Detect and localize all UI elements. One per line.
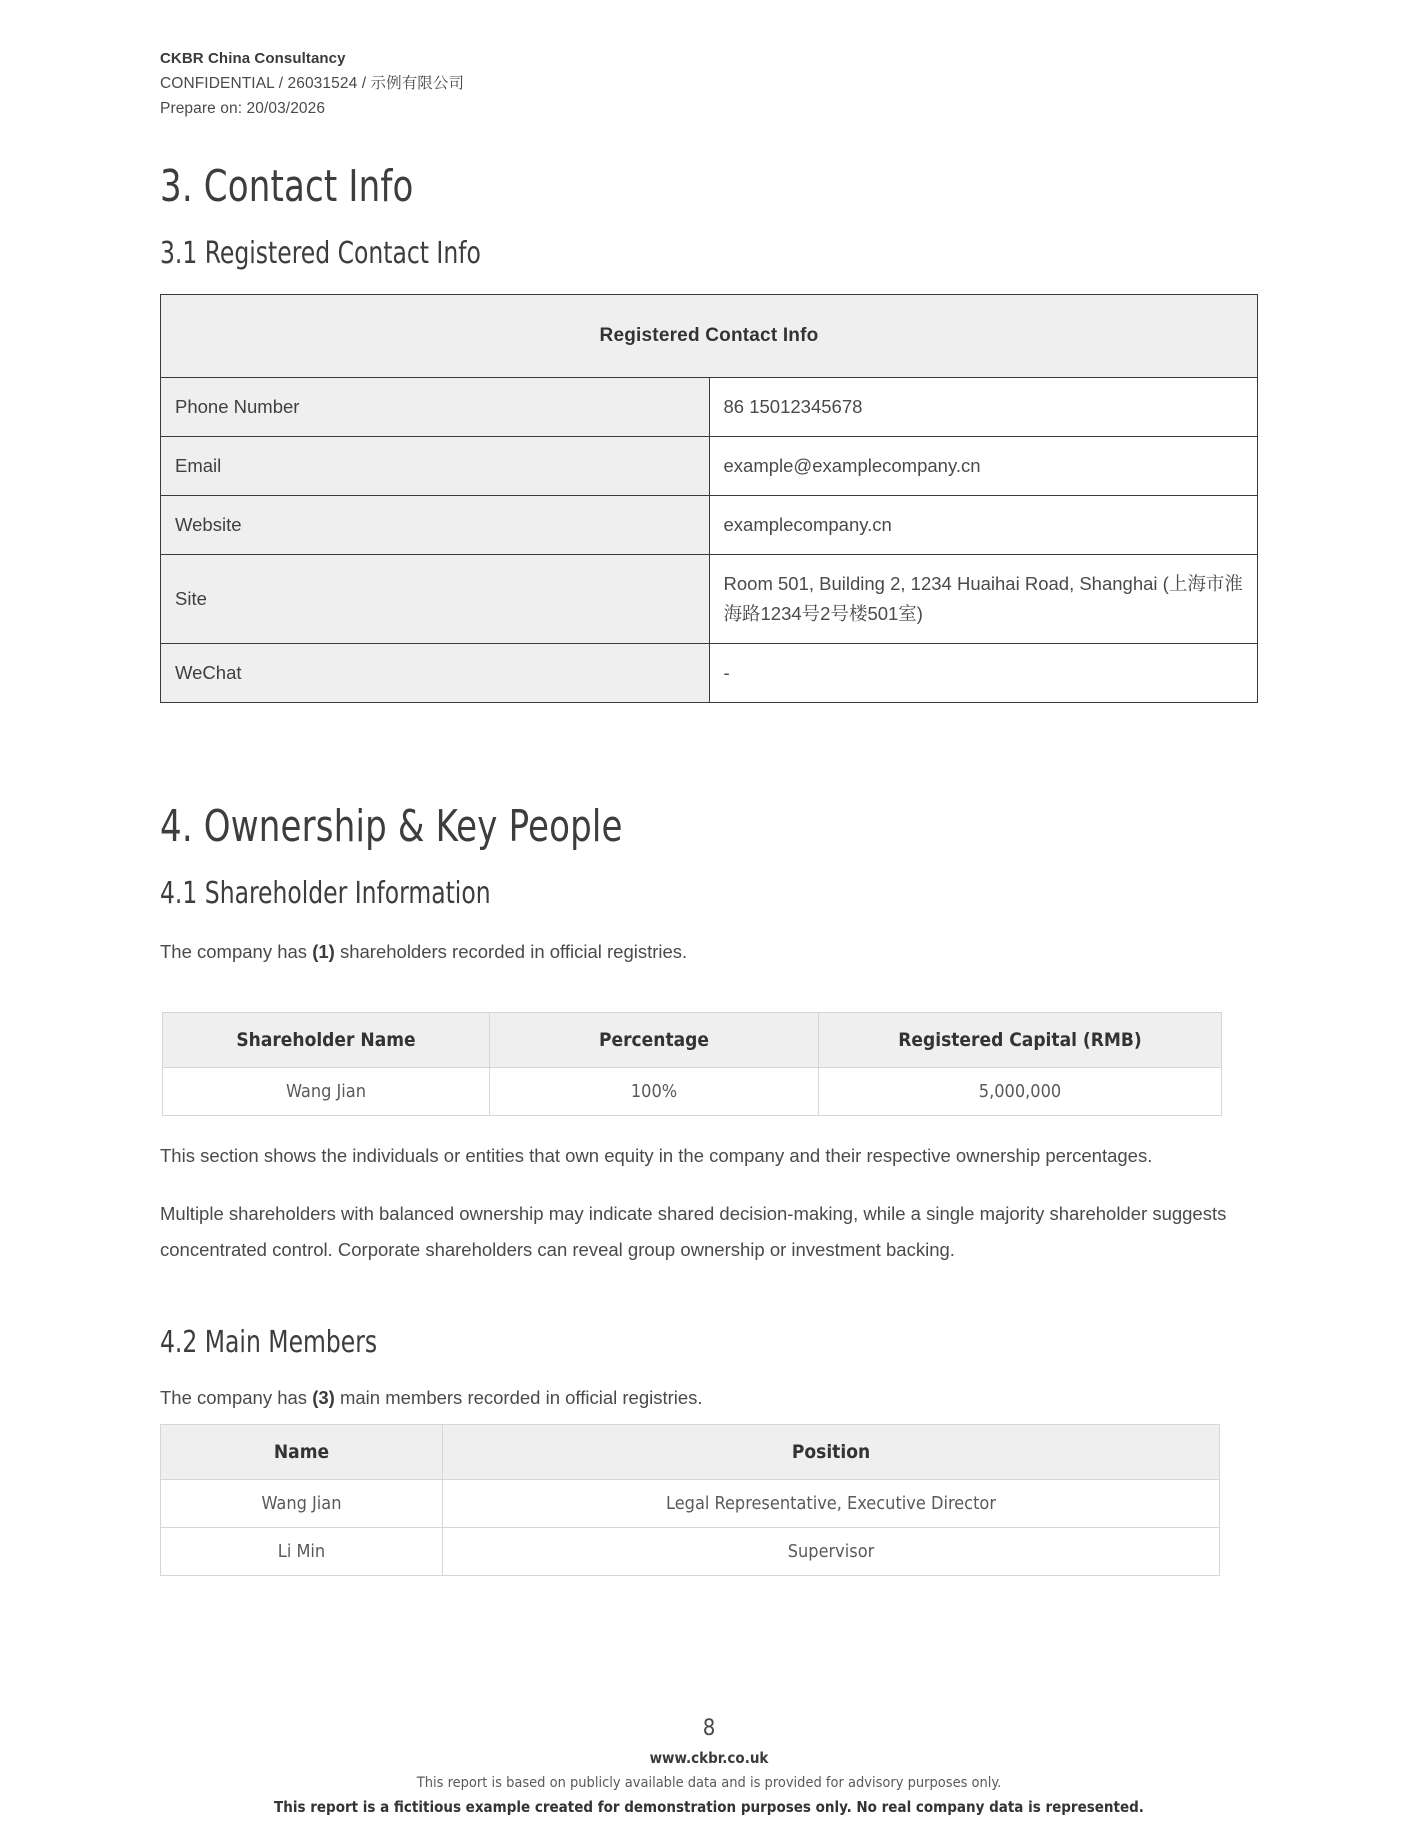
- member-name-cell: Li Min: [161, 1528, 443, 1576]
- footer-fictitious-notice: This report is a fictitious example created for demonstration purposes only. No real company data is represented.: [274, 1798, 1144, 1816]
- shareholder-intro-post: shareholders recorded in official registries.: [334, 940, 688, 962]
- contact-label-phone: Phone Number: [161, 377, 710, 436]
- contact-label-wechat: WeChat: [161, 643, 710, 702]
- table-row: [161, 377, 1258, 436]
- section-4-1-heading: 4.1 Shareholder Information: [160, 876, 491, 912]
- section-spacer: [160, 703, 1258, 761]
- contact-label-email: Email: [161, 436, 710, 495]
- members-count-sentence: [160, 1380, 1258, 1416]
- page-number: 8: [702, 1716, 716, 1741]
- members-intro-post: main members recorded in official registries.: [334, 1387, 703, 1409]
- contact-value-email: example@examplecompany.cn: [709, 436, 1258, 495]
- shareholder-capital-cell: 5,000,000: [819, 1067, 1222, 1115]
- table-row: [161, 554, 1258, 643]
- main-members-table: [160, 1424, 1220, 1576]
- column-header-shareholder-name: Shareholder Name: [163, 1012, 490, 1067]
- header-company-name: CKBR China Consultancy: [160, 50, 346, 67]
- contact-value-wechat: -: [709, 643, 1258, 702]
- shareholder-description-paragraph-2: Multiple shareholders with balanced ownership may indicate shared decision-making, while a single majority shareholder suggests concentrated control. Corporate shareholders can reveal group ownership or investment backing.: [160, 1202, 1227, 1260]
- shareholder-description-paragraph-1: This section shows the individuals or entities that own equity in the company and their respective ownership percentages.: [160, 1144, 1153, 1166]
- header-prepared-date: Prepare on: 20/03/2026: [160, 100, 326, 117]
- table-spacer: [160, 970, 1258, 1006]
- section-3-heading: 3. Contact Info: [160, 161, 414, 212]
- table-row: [161, 495, 1258, 554]
- contact-table-title: Registered Contact Info: [161, 294, 1258, 377]
- document-header: [160, 46, 1258, 121]
- members-intro-pre: The company has: [160, 1387, 313, 1409]
- member-name-cell: Wang Jian: [161, 1480, 443, 1528]
- shareholder-percentage-cell: 100%: [490, 1067, 819, 1115]
- contact-label-website: Website: [161, 495, 710, 554]
- table-header-row: [163, 1012, 1222, 1067]
- column-header-registered-capital: Registered Capital (RMB): [819, 1012, 1222, 1067]
- member-position-cell: Legal Representative, Executive Director: [443, 1480, 1220, 1528]
- column-header-position: Position: [443, 1425, 1220, 1480]
- section-3-1-heading: 3.1 Registered Contact Info: [160, 236, 481, 272]
- contact-value-site: Room 501, Building 2, 1234 Huaihai Road, Shanghai (上海市淮海路1234号2号楼501室): [709, 554, 1258, 643]
- table-row-title: [161, 294, 1258, 377]
- column-header-percentage: Percentage: [490, 1012, 819, 1067]
- table-row: [161, 1480, 1220, 1528]
- section-4-2-heading: 4.2 Main Members: [160, 1324, 378, 1360]
- table-row: [161, 436, 1258, 495]
- footer-disclaimer: This report is based on publicly available data and is provided for advisory purposes only.: [416, 1775, 1002, 1791]
- shareholder-table: [162, 1012, 1222, 1116]
- contact-label-site: Site: [161, 554, 710, 643]
- section-4-heading: 4. Ownership & Key People: [160, 800, 623, 852]
- column-header-name: Name: [161, 1425, 443, 1480]
- contact-value-website: examplecompany.cn: [709, 495, 1258, 554]
- shareholder-count-value: (1): [312, 940, 335, 962]
- table-row: [163, 1067, 1222, 1115]
- contact-value-phone: 86 15012345678: [709, 377, 1258, 436]
- header-classification: CONFIDENTIAL / 26031524 / 示例有限公司: [160, 75, 465, 92]
- shareholder-count-sentence: [160, 934, 1258, 970]
- shareholder-name-cell: Wang Jian: [163, 1067, 490, 1115]
- shareholder-intro-pre: The company has: [160, 940, 313, 962]
- table-header-row: [161, 1425, 1220, 1480]
- table-row: [161, 643, 1258, 702]
- document-footer: [0, 1715, 1418, 1819]
- registered-contact-info-table: [160, 294, 1258, 703]
- table-row: [161, 1528, 1220, 1576]
- footer-website: www.ckbr.co.uk: [649, 1749, 769, 1767]
- member-position-cell: Supervisor: [443, 1528, 1220, 1576]
- members-count-value: (3): [312, 1387, 335, 1409]
